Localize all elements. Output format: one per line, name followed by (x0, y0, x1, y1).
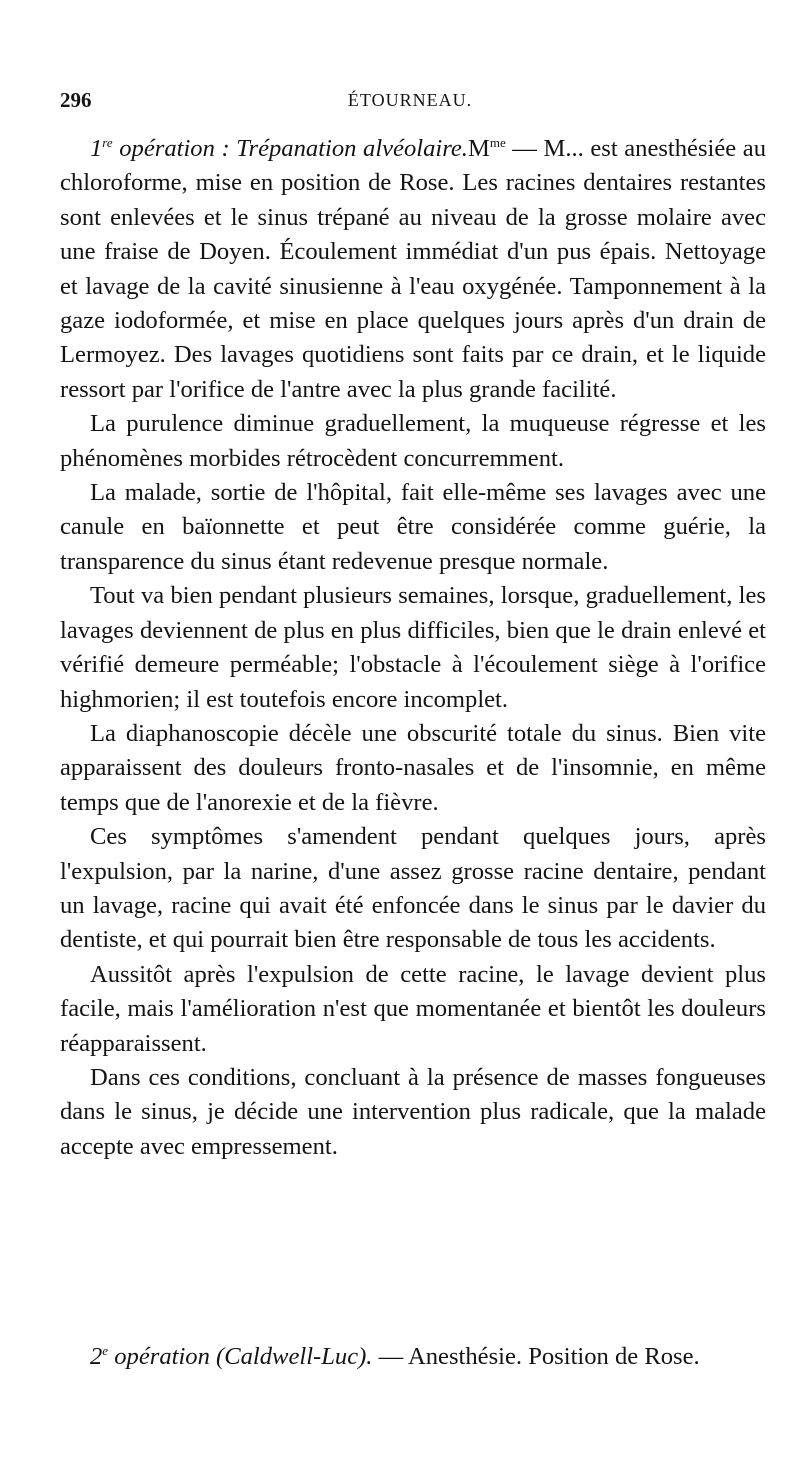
paragraph-purulence: La purulence diminue graduellement, la muqueuse régresse et les phénomènes morbides rétrocèdent concurremment. (60, 410, 766, 472)
paragraph-expulsion: Aussitôt après l'expulsion de cette racine, le lavage devient plus facile, mais l'amélioration n'est que momentanée et bientôt les douleurs réapparaissent. (60, 960, 766, 1057)
paragraph-lavages: Tout va bien pendant plusieurs semaines, lorsque, graduellement, les lavages deviennent de plus en plus difficiles, bien que le drain enlevé et vérifié demeure perméable; l'obstacle à l'écoulement siège à l'orifice highmorien; il est toutefois encore incomplet. (60, 582, 766, 713)
paragraph-conditions: Dans ces conditions, concluant à la présence de masses fongueuses dans le sinus, je décide une intervention plus radicale, que la malade accepte avec empressement. (60, 1063, 766, 1160)
paragraph-sortie: La malade, sortie de l'hôpital, fait elle-même ses lavages avec une canule en baïonnette et peut être considérée comme guérie, la transparence du sinus étant redevenue presque normale. (60, 479, 766, 575)
running-title: ÉTOURNEAU. (347, 90, 473, 110)
second-operation-paragraph (60, 1340, 766, 1374)
second-operation-label: 2e opération (Caldwell-Luc). (90, 1343, 373, 1370)
page-header (60, 88, 760, 118)
first-operation-text: — M... est anesthésiée au chloroforme, mise en position de Rose. Les racines dentaires restantes sont enlevées et le sinus trépané au niveau de la grosse molaire avec une fraise de Doyen. Écoulement immédiat d'un pus épais. Nettoyage et lavage de la cavité sinusienne à l'eau oxygénée. Tamponnement à la gaze iodoformée, et mise en place quelques jours après d'un drain de Lermoyez. Des lavages quotidiens sont faits par ce drain, et le liquide ressort par l'orifice de l'antre avec la plus grande facilité. (60, 135, 766, 403)
body-text (60, 132, 766, 1164)
page-number: 296 (60, 88, 92, 112)
paragraph-symptomes: Ces symptômes s'amendent pendant quelques jours, après l'expulsion, par la narine, d'une assez grosse racine dentaire, pendant un lavage, racine qui avait été enfoncée dans le sinus par le davier du dentiste, et qui pourrait bien être responsable de tous les accidents. (60, 823, 766, 954)
first-operation-paragraph (60, 132, 766, 407)
first-operation-label: 1re opération : Trépanation alvéolaire. (90, 135, 468, 162)
second-operation-text: — Anesthésie. Position de Rose. (372, 1343, 700, 1370)
patient-title: $M^{me}$ (467, 135, 506, 162)
paragraph-diaphanoscopie: La diaphanoscopie décèle une obscurité totale du sinus. Bien vite apparaissent des douleurs fronto-nasales et de l'insomnie, en même temps que de l'anorexie et de la fièvre. (60, 719, 766, 816)
